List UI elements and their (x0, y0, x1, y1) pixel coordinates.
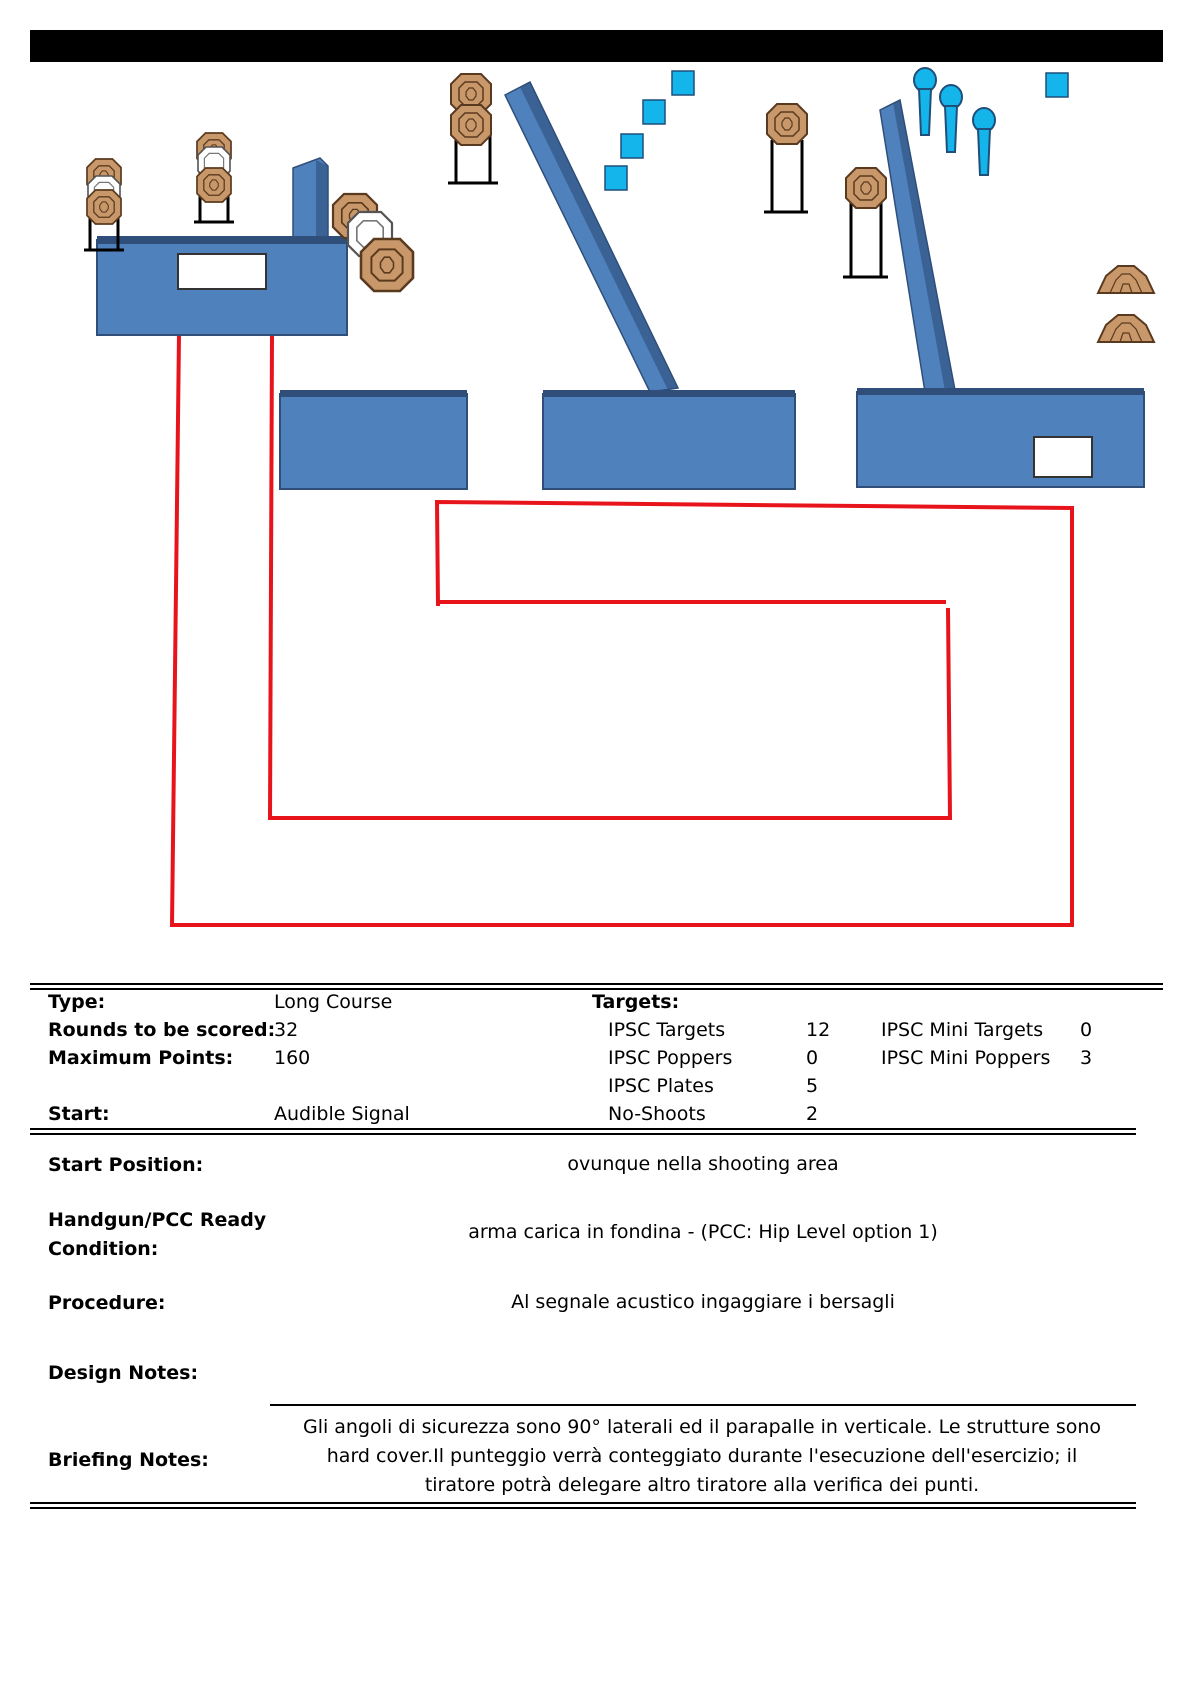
target-type-count: 5 (806, 1075, 819, 1097)
max-points-label: Maximum Points: (48, 1047, 234, 1069)
mini-popper (914, 68, 936, 135)
procedure-value: Al segnale acustico ingaggiare i bersagli (511, 1291, 895, 1313)
start-position-label: Start Position: (48, 1154, 204, 1176)
header-bar (30, 30, 1163, 62)
start-label: Start: (48, 1103, 110, 1125)
plates (605, 71, 1068, 190)
target-type-label: IPSC Plates (608, 1075, 714, 1097)
ipsc-target (451, 105, 491, 145)
target-type-count: 12 (806, 1019, 831, 1041)
ipsc-target (846, 168, 886, 208)
ipsc-target (197, 168, 231, 202)
type-value: Long Course (274, 991, 393, 1013)
briefing-notes-value: Gli angoli di sicurezza sono 90° laterali ed il parapalle in verticale. Le strutture sono hard cover.Il punteggio verrà conteggiato durante l'esecuzione dell'esercizio; il tiratore potrà delegare altro tiratore alla verifica dei punti. (302, 1416, 1102, 1496)
wall-diagonal-right (880, 100, 955, 392)
plate (643, 100, 665, 124)
wall-diagonal-middle (505, 82, 678, 392)
mini-poppers (914, 68, 995, 175)
mini-target-label: IPSC Mini Poppers (881, 1047, 1051, 1069)
ready-condition-label-line1: Handgun/PCC Ready (48, 1209, 267, 1231)
wall-lower-left (280, 390, 467, 489)
start-position-value: ovunque nella shooting area (567, 1153, 839, 1175)
targets-label: Targets: (592, 991, 680, 1013)
target-type-label: IPSC Targets (608, 1019, 726, 1041)
rule-mid-2 (30, 1133, 1136, 1135)
rounds-value: 32 (274, 1019, 299, 1041)
design-notes-label: Design Notes: (48, 1362, 199, 1384)
ipsc-target (361, 239, 413, 291)
ready-condition-label-line2: Condition: (48, 1238, 159, 1260)
partial-ipsc-target (1098, 266, 1154, 293)
shooting-box-left (97, 236, 347, 335)
ipsc-target (87, 190, 121, 224)
wall-lower-middle (543, 390, 795, 489)
rule-bottom-2 (30, 1507, 1136, 1509)
target-type-count: 2 (806, 1103, 819, 1125)
ipsc-target (767, 104, 807, 144)
shooting-box-right (857, 388, 1144, 487)
procedure-label: Procedure: (48, 1292, 166, 1314)
partial-ipsc-target (1098, 315, 1154, 342)
target-type-label: No-Shoots (608, 1103, 706, 1125)
partial-targets (1098, 266, 1154, 342)
target-type-count: 0 (806, 1047, 819, 1069)
target-type-label: IPSC Poppers (608, 1047, 733, 1069)
plate (621, 134, 643, 158)
mini-popper (940, 85, 962, 152)
start-value: Audible Signal (274, 1103, 410, 1125)
mini-target-label: IPSC Mini Targets (881, 1019, 1044, 1041)
rule-briefing-top (270, 1404, 1136, 1406)
ready-condition-value: arma carica in fondina - (PCC: Hip Level option 1) (468, 1221, 938, 1243)
plate (672, 71, 694, 95)
mini-target-count: 0 (1080, 1019, 1093, 1041)
rounds-label: Rounds to be scored: (48, 1019, 276, 1041)
rule-bottom-1 (30, 1502, 1136, 1504)
rule-mid-1 (30, 1128, 1136, 1130)
rule-top-1 (30, 983, 1163, 985)
plate (1046, 73, 1068, 97)
wall-upright-left (293, 158, 328, 240)
max-points-value: 160 (274, 1047, 311, 1069)
plate (605, 166, 627, 190)
mini-target-count: 3 (1080, 1047, 1093, 1069)
mini-popper (973, 108, 995, 175)
type-label: Type: (48, 991, 106, 1013)
briefing-notes-label: Briefing Notes: (48, 1449, 209, 1471)
